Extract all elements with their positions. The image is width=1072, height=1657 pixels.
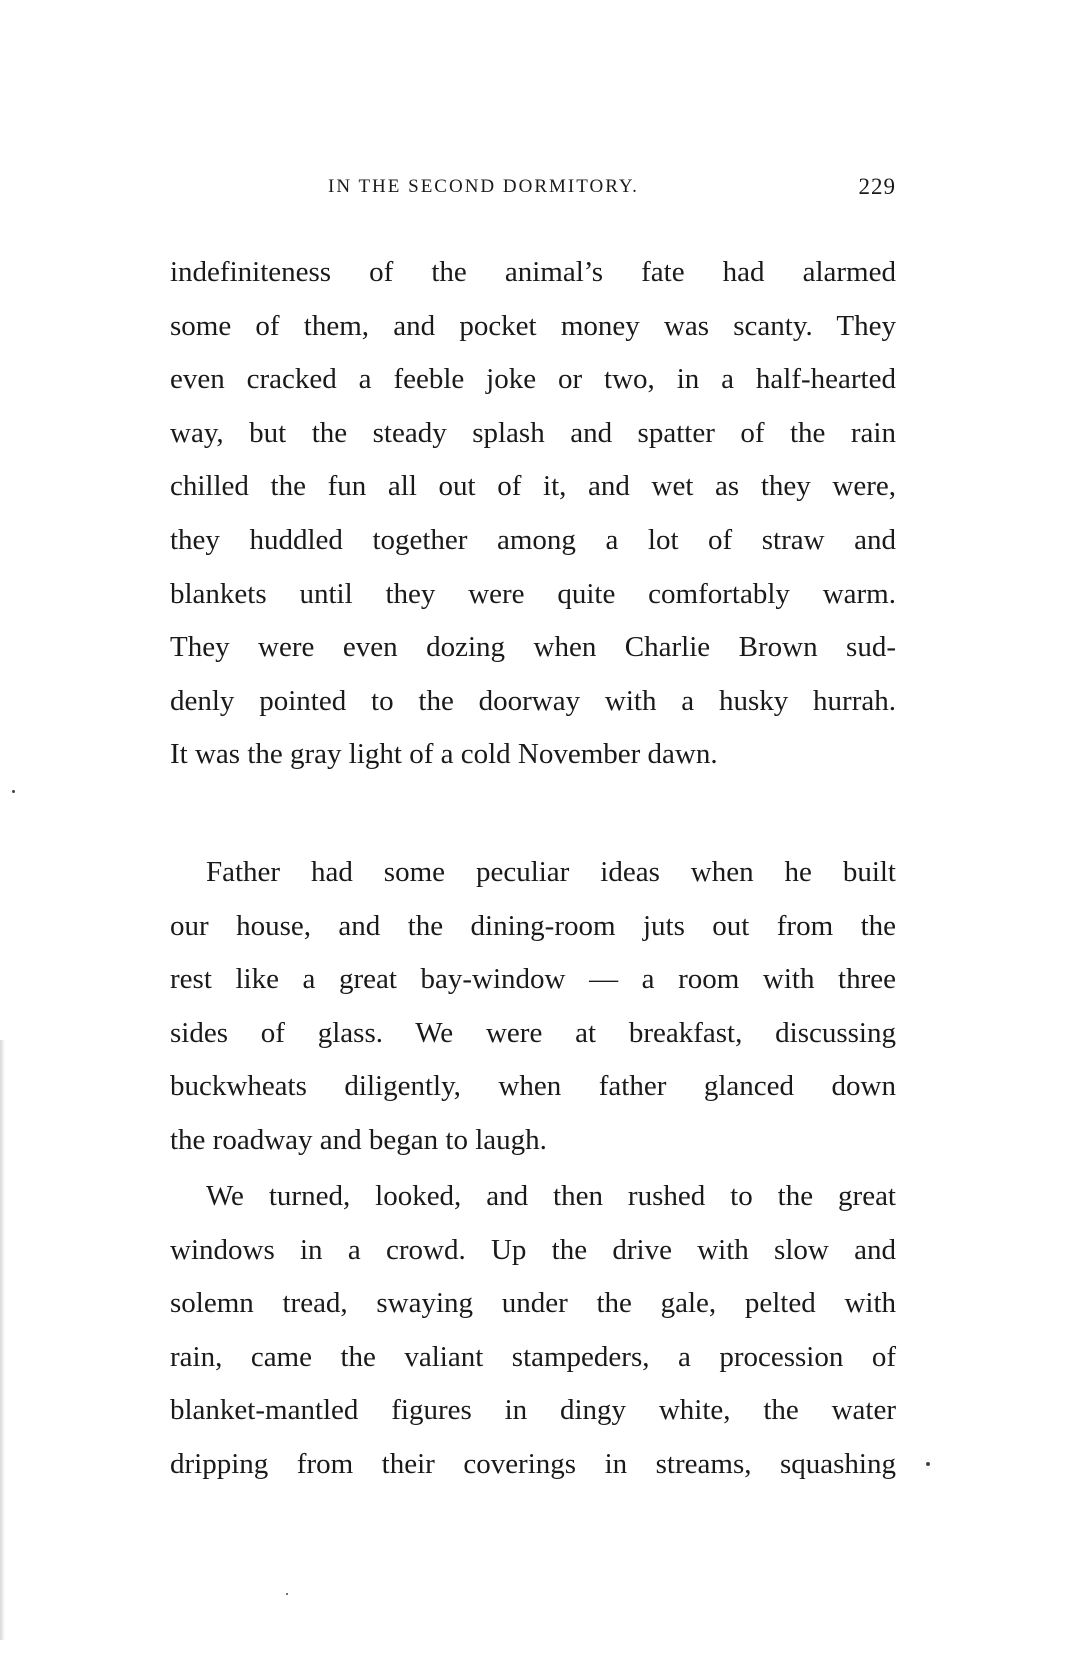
running-title: IN THE SECOND DORMITORY. — [328, 176, 639, 197]
text-line: blanket-mantled figures in dingy white, the water — [170, 1394, 896, 1427]
text-line: dripping from their coverings in streams, squashing — [170, 1447, 896, 1480]
text-line: indefiniteness of the animal’s fate had alarmed — [170, 256, 896, 288]
text-line: They were even dozing when Charlie Brown sud- — [170, 631, 896, 664]
paragraph-2 — [170, 846, 896, 1168]
ink-speck — [12, 790, 15, 793]
ink-speck — [286, 1593, 288, 1595]
text-line: our house, and the dining-room juts out from the — [170, 909, 896, 942]
text-line: rain, came the valiant stampeders, a procession of — [170, 1340, 896, 1373]
page-edge-shadow — [0, 1040, 5, 1640]
text-line: sides of glass. We were at breakfast, discussing — [170, 1016, 896, 1049]
text-line: denly pointed to the doorway with a husky hurrah. — [170, 684, 896, 717]
paragraph-1 — [170, 246, 896, 782]
text-line: We turned, looked, and then rushed to the great — [206, 1180, 896, 1212]
text-line: chilled the fun all out of it, and wet as they were, — [170, 470, 896, 503]
text-line: solemn tread, swaying under the gale, pelted with — [170, 1287, 896, 1320]
text-line: blankets until they were quite comfortably warm. — [170, 577, 896, 610]
ink-speck — [926, 1462, 930, 1466]
page-number: 229 — [858, 174, 896, 199]
text-line: Father had some peculiar ideas when he built — [206, 856, 896, 888]
text-line: windows in a crowd. Up the drive with slow and — [170, 1233, 896, 1266]
text-line: they huddled together among a lot of straw and — [170, 523, 896, 556]
text-line: buckwheats diligently, when father glanced down — [170, 1070, 896, 1103]
text-line: way, but the steady splash and spatter of the rain — [170, 416, 896, 449]
text-line: some of them, and pocket money was scanty. They — [170, 309, 896, 342]
text-line: It was the gray light of a cold November dawn. — [170, 738, 718, 771]
paragraph-3 — [170, 1170, 896, 1492]
text-line: rest like a great bay-window — a room with three — [170, 963, 896, 996]
text-line: the roadway and began to laugh. — [170, 1123, 547, 1156]
text-line: even cracked a feeble joke or two, in a half-hearted — [170, 363, 896, 396]
running-head — [170, 176, 896, 216]
